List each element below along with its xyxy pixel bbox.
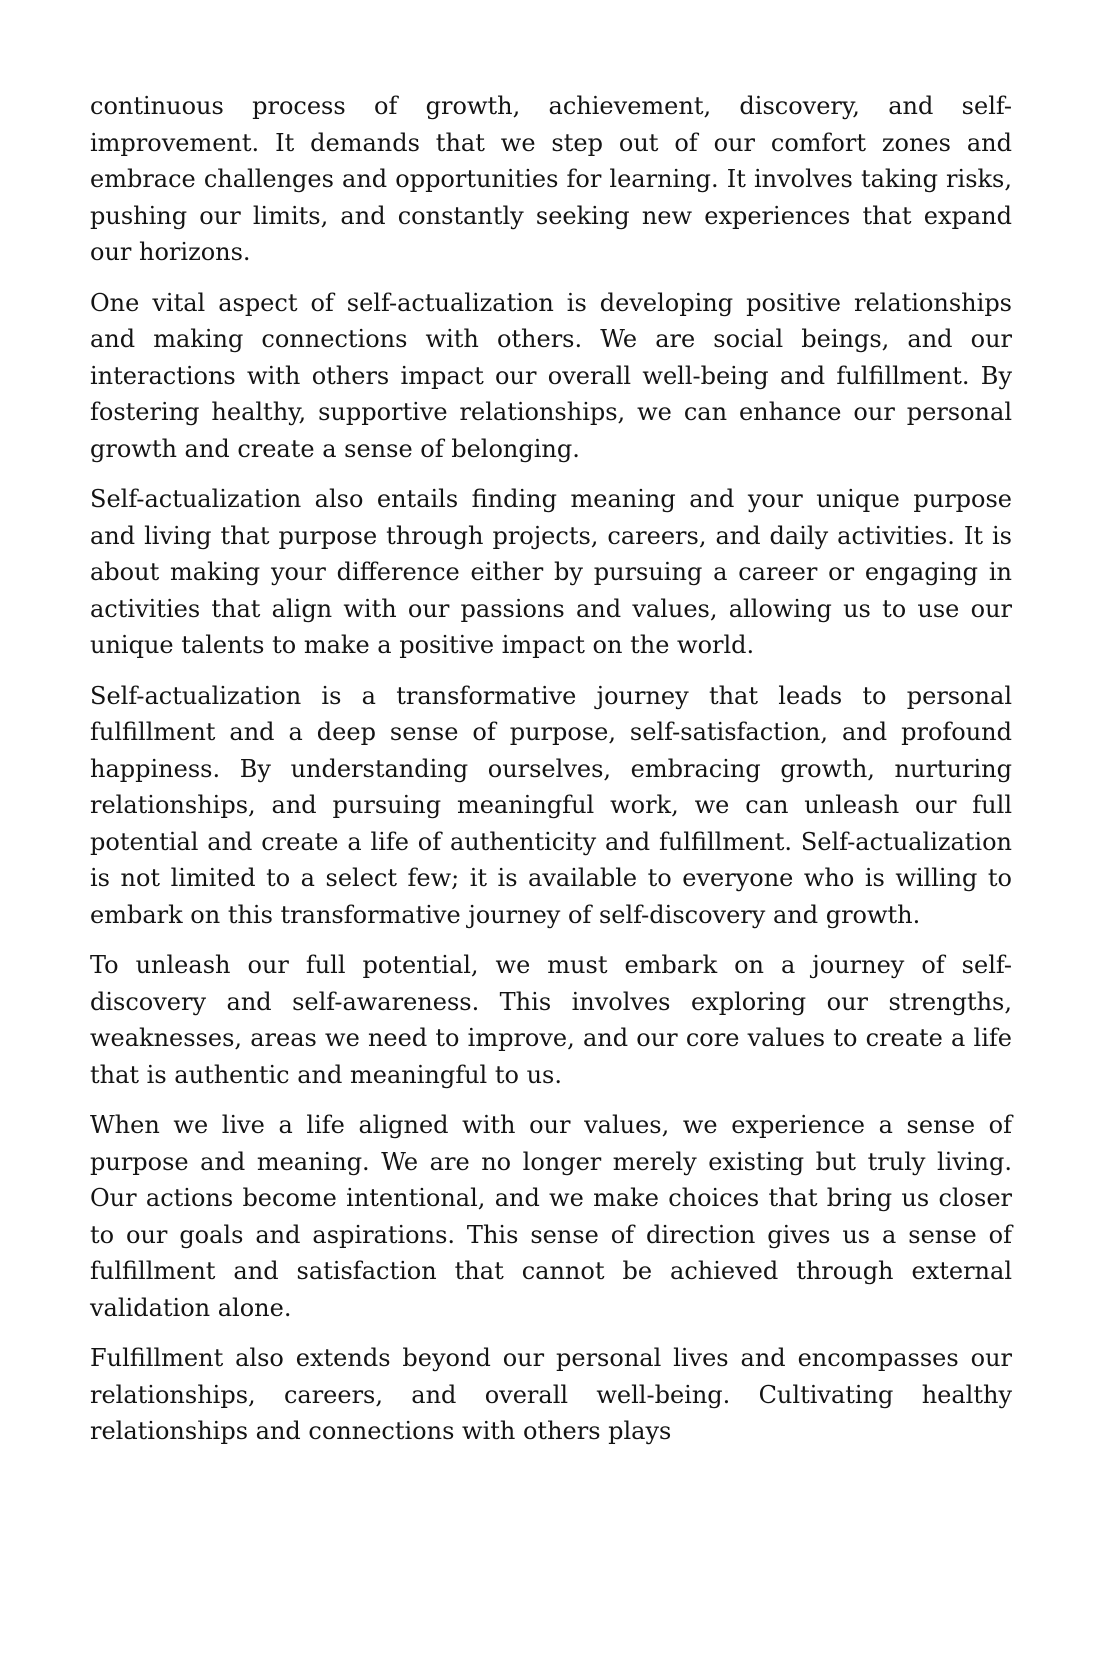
paragraph-6: When we live a life aligned with our values, we experience a sense of purpose and meaning. We are no longer merely existing but truly living. Our actions become intentional, and we make choices that bring us closer to our goals and aspirations. This sense of direction gives us a sense of fulfillment and satisfaction that cannot be achieved through external validation alone. <box>90 1111 1012 1322</box>
paragraph-2: One vital aspect of self-actualization is developing positive relationships and making connections with others. We are social beings, and our interactions with others impact our overall well-being and fulfillment. By fostering healthy, supportive relationships, we can enhance our personal growth and create a sense of belonging. <box>90 288 1012 463</box>
document-page <box>90 88 1012 1464</box>
paragraph-5: To unleash our full potential, we must embark on a journey of self-discovery and self-awareness. This involves exploring our strengths, weaknesses, areas we need to improve, and our core values to create a life that is authentic and meaningful to us. <box>90 951 1012 1089</box>
paragraph-1: continuous process of growth, achievement, discovery, and self-improvement. It demands that we step out of our comfort zones and embrace challenges and opportunities for learning. It involves taking risks, pushing our limits, and constantly seeking new experiences that expand our horizons. <box>90 92 1012 266</box>
paragraph-4: Self-actualization is a transformative journey that leads to personal fulfillment and a deep sense of purpose, self-satisfaction, and profound happiness. By understanding ourselves, embracing growth, nurturing relationships, and pursuing meaningful work, we can unleash our full potential and create a life of authenticity and fulfillment. Self-actualization is not limited to a select few; it is available to everyone who is willing to embark on this transformative journey of self-discovery and growth. <box>90 681 1012 929</box>
paragraph-7: Fulfillment also extends beyond our personal lives and encompasses our relationships, careers, and overall well-being. Cultivating healthy relationships and connections with others plays <box>90 1344 1012 1445</box>
paragraph-3: Self-actualization also entails finding meaning and your unique purpose and living that purpose through projects, careers, and daily activities. It is about making your difference either by pursuing a career or engaging in activities that align with our passions and values, allowing us to use our unique talents to make a positive impact on the world. <box>90 485 1012 659</box>
